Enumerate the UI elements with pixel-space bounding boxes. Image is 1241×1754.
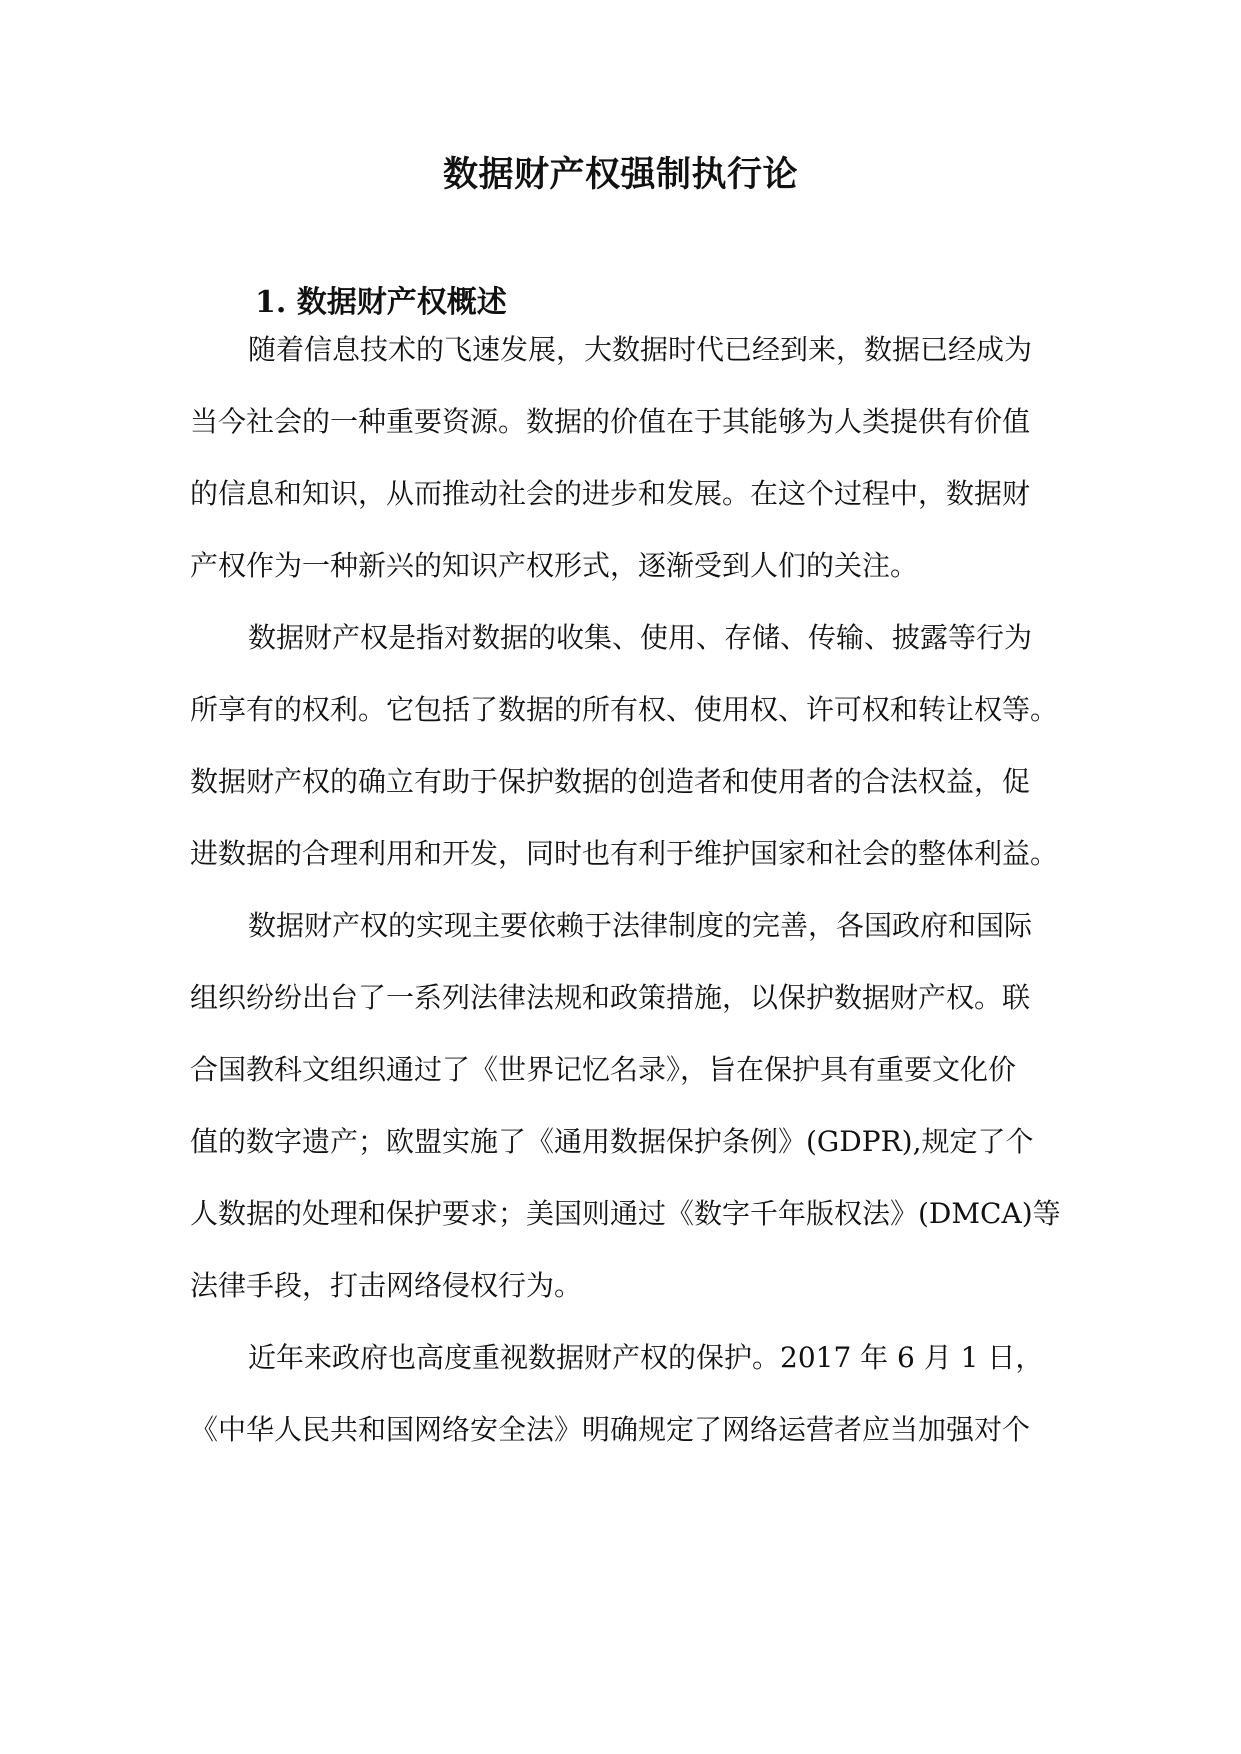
paragraph-line: 当今社会的一种重要资源。数据的价值在于其能够为人类提供有价值 bbox=[190, 405, 1031, 438]
paragraph-line: 数据财产权的实现主要依赖于法律制度的完善，各国政府和国际 bbox=[248, 909, 1033, 942]
paragraph-line: 合国教科文组织通过了《世界记忆名录》，旨在保护具有重要文化价 bbox=[190, 1053, 1017, 1086]
document-title: 数据财产权强制执行论 bbox=[442, 154, 798, 195]
paragraph-line: 组织纷纷出台了一系列法律法规和政策措施，以保护数据财产权。联 bbox=[190, 981, 1031, 1014]
paragraph-line: 进数据的合理利用和开发，同时也有利于维护国家和社会的整体利益。 bbox=[190, 837, 1059, 870]
paragraph-line: 所享有的权利。它包括了数据的所有权、使用权、许可权和转让权等。 bbox=[190, 693, 1059, 726]
paragraph-line: 人数据的处理和保护要求；美国则通过《数字千年版权法》(DMCA)等 bbox=[190, 1197, 1061, 1230]
paragraph-line: 数据财产权的确立有助于保护数据的创造者和使用者的合法权益，促 bbox=[190, 765, 1031, 798]
paragraph-line: 产权作为一种新兴的知识产权形式，逐渐受到人们的关注。 bbox=[190, 549, 919, 582]
paragraph-line: 法律手段，打击网络侵权行为。 bbox=[190, 1269, 583, 1302]
section-heading: 1. 数据财产权概述 bbox=[255, 285, 507, 320]
paragraph-line: 值的数字遗产；欧盟实施了《通用数据保护条例》(GDPR),规定了个 bbox=[190, 1125, 1034, 1158]
paragraph-line: 《中华人民共和国网络安全法》明确规定了网络运营者应当加强对个 bbox=[190, 1413, 1031, 1446]
body-text bbox=[190, 314, 1060, 1466]
paragraph-line: 的信息和知识，从而推动社会的进步和发展。在这个过程中，数据财 bbox=[190, 477, 1031, 510]
paragraph-line: 近年来政府也高度重视数据财产权的保护。2017 年 6 月 1 日， bbox=[248, 1341, 1044, 1374]
paragraph-line: 随着信息技术的飞速发展，大数据时代已经到来，数据已经成为 bbox=[248, 333, 1033, 366]
paragraph-line: 数据财产权是指对数据的收集、使用、存储、传输、披露等行为 bbox=[248, 621, 1033, 654]
